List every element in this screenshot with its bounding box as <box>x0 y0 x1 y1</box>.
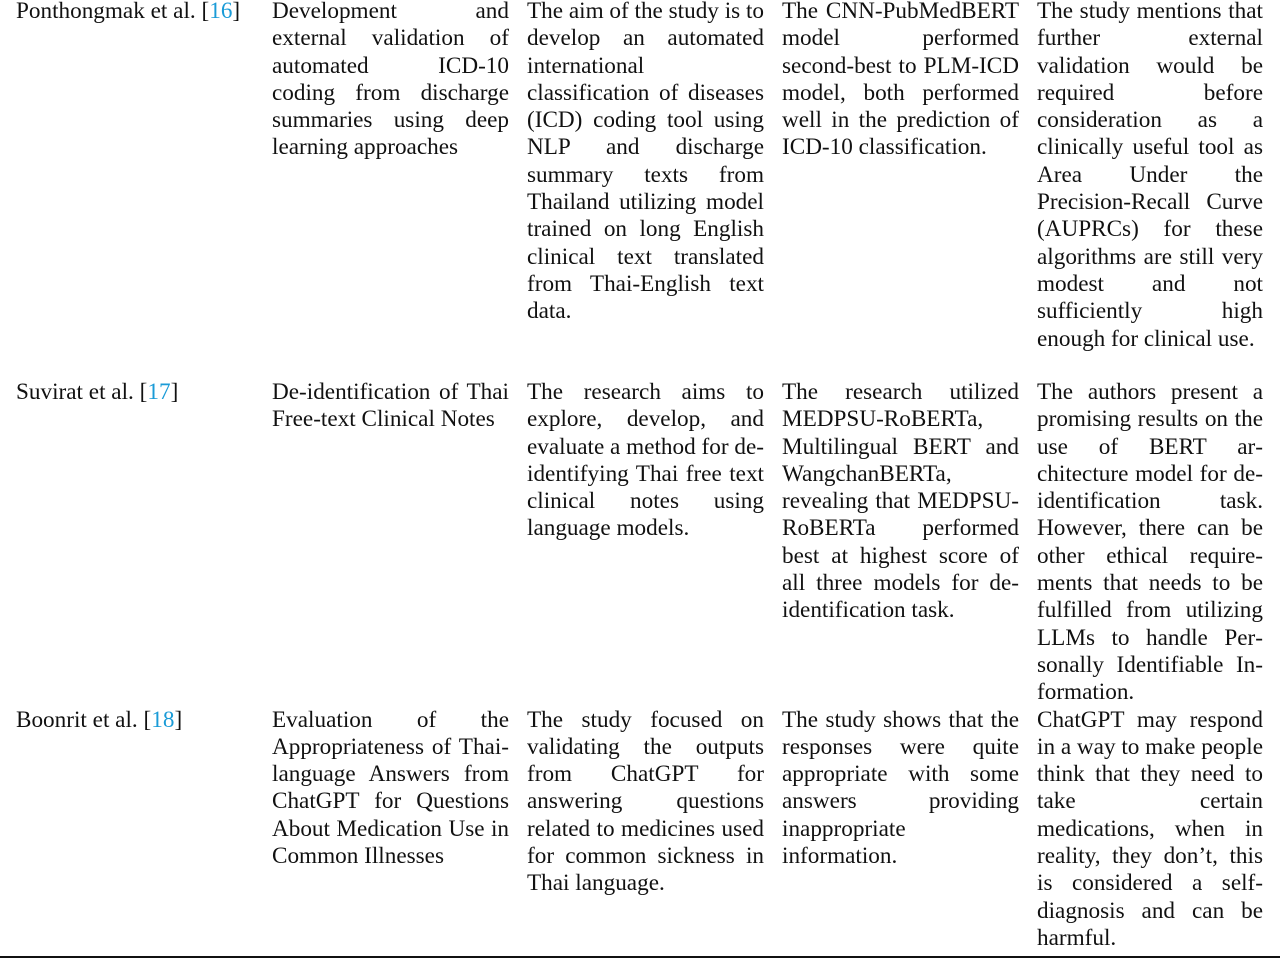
findings-cell: The CNN-PubMedBERT model performed second-best to PLM-ICD model, both performed well in the prediction of ICD-10 classification. <box>782 0 1019 161</box>
citation-link[interactable]: 16 <box>209 0 233 24</box>
citation-link[interactable]: 18 <box>151 706 175 733</box>
title-cell: Evaluation of the Appropriateness of Thai-language Answers from ChatGPT for Questions About Medication Use in Common Illnesses <box>272 706 509 870</box>
author-cell: Suvirat et al. [17] <box>16 379 179 405</box>
author-name: Suvirat et al. <box>16 379 134 405</box>
limitations-cell: The study mentions that further external validation would be required before consideration as a clinically useful tool as Area Under the Precision-Recall Curve (AUPRCs) for these algorithms are still very modest and not sufficiently high enough for clinical use. <box>1037 0 1263 352</box>
aim-cell: The aim of the study is to develop an automated international classification of diseases (ICD) coding tool using NLP and discharge summary texts from Thailand utilizing model trained on long English clinical text translated from Thai-English text data. <box>527 0 764 325</box>
findings-cell: The study shows that the responses were quite appropriate with some answers providing inappropriate information. <box>782 706 1019 870</box>
table-bottom-rule <box>0 956 1280 958</box>
title-cell: Development and external validation of automated ICD-10 coding from discharge summaries using deep learning approaches <box>272 0 509 161</box>
table-row <box>0 379 1280 707</box>
author-cell: Boonrit et al. [18] <box>16 706 183 733</box>
table-row <box>0 707 1280 953</box>
limitations-cell: ChatGPT may respond in a way to make people think that they need to take certain medications, when in reality, they don’t, this is considered a self-diagnosis and can be harmful. <box>1037 706 1263 951</box>
limitations-cell: The authors present a promising results on the use of BERT architecture model for de-identification task. However, there can be other ethical requirements that needs to be fulfilled from utilizing LLMs to handle Personally Identifiable Information. <box>1037 379 1263 706</box>
aim-cell: The research aims to explore, develop, and evaluate a method for de-identifying Thai free text clinical notes using language models. <box>527 379 764 542</box>
table-row <box>0 0 1280 379</box>
author-cell: Ponthongmak et al. [16] <box>16 0 241 24</box>
title-cell: De-identification of Thai Free-text Clinical Notes <box>272 379 509 433</box>
findings-cell: The research utilized MEDPSU-RoBERTa, Multilingual BERT and WangchanBERTa, revealing that MEDPSU-RoBERTa performed best at highest score of all three models for deidentification task. <box>782 379 1019 624</box>
author-name: Boonrit et al. <box>16 706 138 733</box>
aim-cell: The study focused on validating the outputs from ChatGPT for answering questions related to medicines used for common sickness in Thai language. <box>527 706 764 897</box>
citation-link[interactable]: 17 <box>147 379 171 405</box>
author-name: Ponthongmak et al. <box>16 0 196 24</box>
